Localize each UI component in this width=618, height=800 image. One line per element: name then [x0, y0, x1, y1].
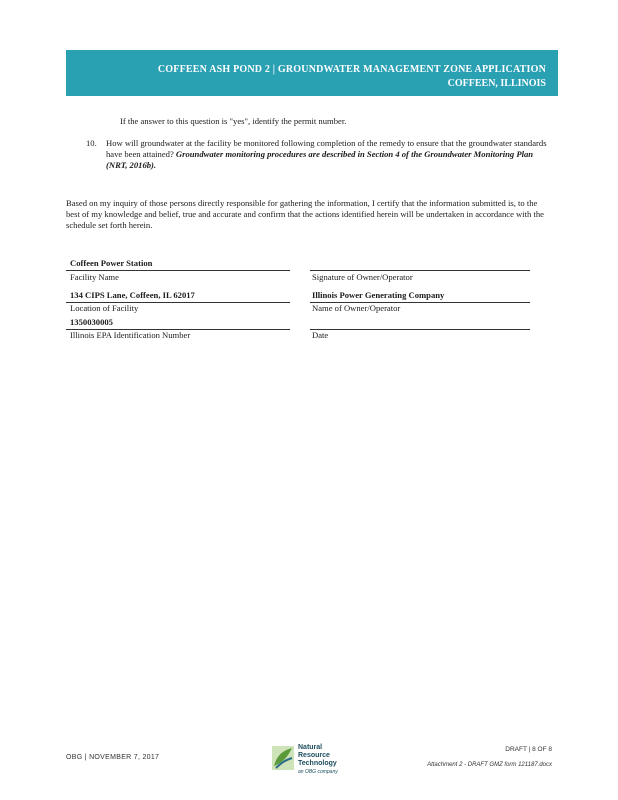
question-intro-text: If the answer to this question is "yes", identify the permit number.	[120, 116, 347, 126]
epa-id-value: 1350030005	[70, 317, 113, 327]
header-subtitle: COFFEEN, ILLINOIS	[447, 78, 546, 89]
question-10-answer: Groundwater monitoring procedures are described in Section 4 of the Groundwater Monitoring Plan (NRT, 2016b).	[106, 149, 534, 170]
epa-id-label: Illinois EPA Identification Number	[70, 330, 191, 340]
owner-name-label: Name of Owner/Operator	[312, 303, 401, 313]
question-10-number: 10.	[86, 138, 97, 148]
footer-left-text: OBG | NOVEMBER 7, 2017	[66, 754, 160, 761]
signature-label: Signature of Owner/Operator	[312, 272, 413, 282]
footer-file-name: Attachment 2 - DRAFT GMZ form 121187.docx	[427, 762, 552, 768]
header-banner	[66, 50, 558, 96]
question-10	[86, 138, 556, 171]
certification-statement: Based on my inquiry of those persons directly responsible for gathering the information, I certify that the information submitted is, to the best of my knowledge and belief, true and accurate and confirm that the actions identified herein will be undertaken in accordance with the schedule set forth herein.	[66, 198, 544, 230]
logo-subtext: an OBG company	[298, 769, 338, 775]
facility-name-value: Coffeen Power Station	[70, 258, 153, 268]
header-title: COFFEEN ASH POND 2 | GROUNDWATER MANAGEMENT ZONE APPLICATION	[157, 64, 546, 75]
location-label: Location of Facility	[70, 303, 139, 313]
company-logo	[272, 744, 342, 774]
date-line	[310, 329, 530, 330]
facility-name-line	[66, 270, 290, 271]
date-label: Date	[312, 330, 329, 340]
leaf-logo-icon	[272, 746, 294, 770]
facility-name-label: Facility Name	[70, 272, 119, 282]
location-value: 134 CIPS Lane, Coffeen, IL 62017	[70, 290, 195, 300]
footer-page-number: DRAFT | 8 OF 8	[505, 746, 552, 753]
signature-line	[310, 270, 530, 271]
logo-text: Natural Resource Technology an OBG company	[298, 744, 338, 775]
question-10-text: How will groundwater at the facility be monitored following completion of the remedy to ensure that the groundwater standards have been attained?	[106, 138, 547, 159]
owner-name-value: Illinois Power Generating Company	[312, 290, 445, 300]
